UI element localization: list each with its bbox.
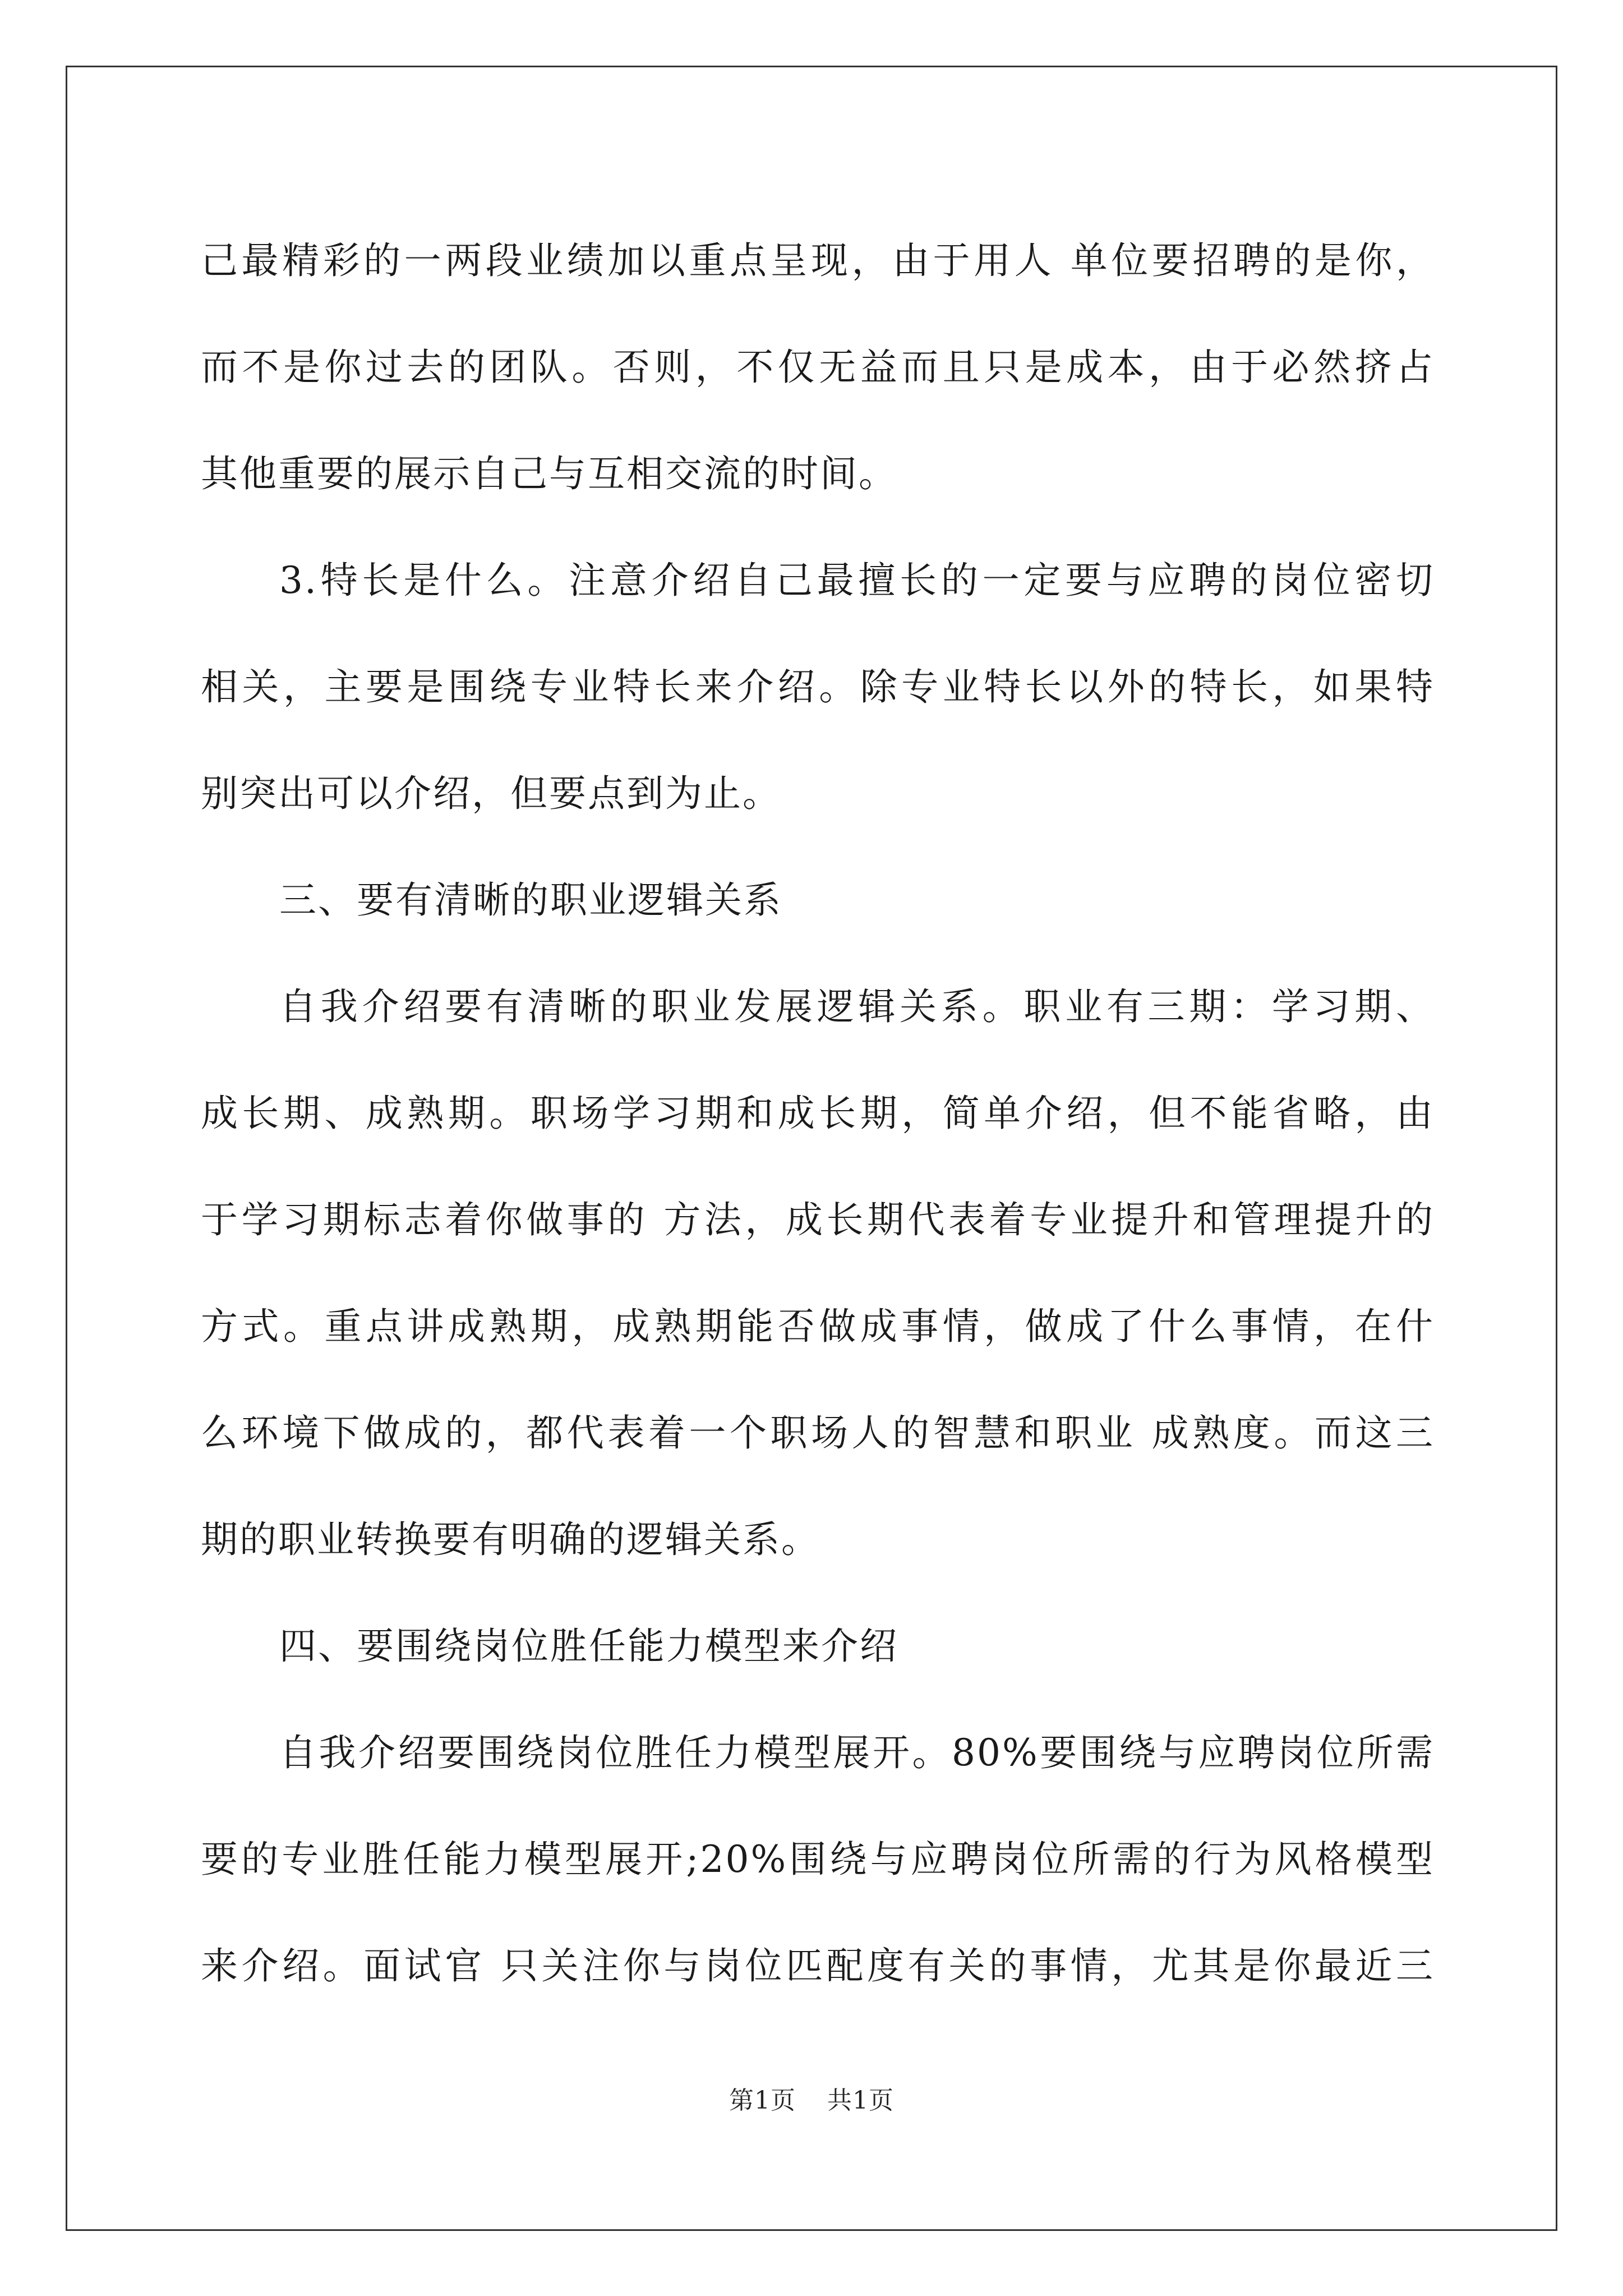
text-line: 其他重要的展示自己与互相交流的时间。 [201,452,897,495]
text-line: 么环境下做成的，都代表着一个职场人的智慧和职业 成熟度。而这三 [201,1411,1435,1455]
text-line: 自我介绍要有清晰的职业发展逻辑关系。职业有三期：学习期、 [279,985,1435,1028]
text-line: 来介绍。面试官 只关注你与岗位匹配度有关的事情，尤其是你最近三 [201,1944,1435,1987]
text-line: 自我介绍要围绕岗位胜任力模型展开。80%要围绕与应聘岗位所需 [279,1731,1435,1774]
text-line: 要的专业胜任能力模型展开;20%围绕与应聘岗位所需的行为风格模型 [201,1838,1435,1881]
text-line: 于学习期标志着你做事的 方法，成长期代表着专业提升和管理提升的 [201,1198,1435,1241]
page-footer [0,2080,1623,2116]
section-heading: 三、要有清晰的职业逻辑关系 [279,878,782,922]
page-number: 第1页 [729,2086,796,2115]
text-line: 3.特长是什么。注意介绍自己最擅长的一定要与应聘的岗位密切 [279,559,1435,602]
text-line: 而不是你过去的团队。否则，不仅无益而且只是成本，由于必然挤占 [201,346,1435,389]
text-line: 己最精彩的一两段业绩加以重点呈现，由于用人 单位要招聘的是你， [201,239,1435,282]
text-line: 成长期、成熟期。职场学习期和成长期，简单介绍，但不能省略，由 [201,1092,1435,1135]
document-body [201,208,1435,2019]
text-line: 相关，主要是围绕专业特长来介绍。除专业特长以外的特长，如果特 [201,665,1435,708]
section-heading: 四、要围绕岗位胜任能力模型来介绍 [279,1625,898,1668]
text-line: 期的职业转换要有明确的逻辑关系。 [201,1518,820,1561]
text-line: 方式。重点讲成熟期，成熟期能否做成事情，做成了什么事情，在什 [201,1305,1435,1348]
text-line: 别突出可以介绍，但要点到为止。 [201,772,781,815]
page-total: 共1页 [827,2086,894,2115]
